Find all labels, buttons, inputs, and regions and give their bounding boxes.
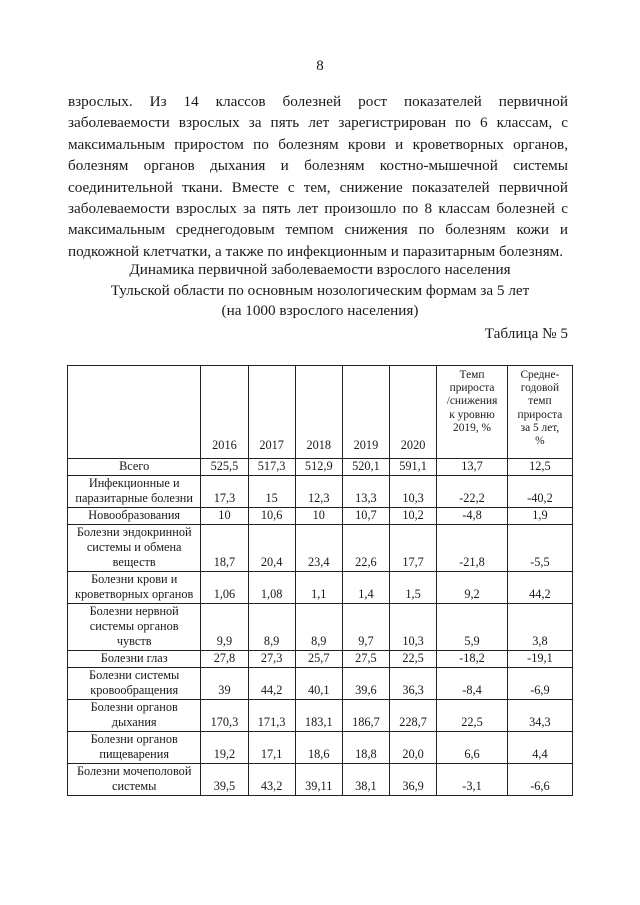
table-row xyxy=(68,525,573,572)
year-value-cell: 8,9 xyxy=(248,604,295,651)
year-value-cell: 171,3 xyxy=(248,700,295,732)
category-line: системы органов xyxy=(89,619,179,633)
year-value-cell: 20,4 xyxy=(248,525,295,572)
year-value-cell: 39,11 xyxy=(295,764,342,796)
table-row xyxy=(68,604,573,651)
category-line: Болезни системы xyxy=(89,668,180,682)
category-line: Новообразования xyxy=(88,508,181,522)
row-category xyxy=(68,459,201,476)
category-line: Болезни органов xyxy=(90,700,178,714)
average-rate-cell: 12,5 xyxy=(507,459,572,476)
category-line: чувств xyxy=(116,634,152,648)
year-value-cell: 1,5 xyxy=(390,572,437,604)
category-line: Болезни эндокринной xyxy=(76,525,192,539)
year-value-cell: 10,6 xyxy=(248,508,295,525)
year-value-cell: 25,7 xyxy=(295,651,342,668)
header-line: прироста xyxy=(449,382,495,395)
year-value-cell: 170,3 xyxy=(201,700,248,732)
paragraph-line: максимальным приростом по болезням крови и кроветворных органов, xyxy=(68,135,568,153)
growth-rate-cell: 5,9 xyxy=(437,604,508,651)
year-value-cell: 8,9 xyxy=(295,604,342,651)
year-value-cell: 39,6 xyxy=(342,668,389,700)
year-value-cell: 10 xyxy=(295,508,342,525)
header-growth-rate xyxy=(437,366,508,459)
year-value-cell: 1,1 xyxy=(295,572,342,604)
year-value-cell: 40,1 xyxy=(295,668,342,700)
row-category xyxy=(68,668,201,700)
year-value-cell: 36,3 xyxy=(390,668,437,700)
year-value-cell: 18,8 xyxy=(342,732,389,764)
header-line: темп xyxy=(528,395,552,408)
header-year: 2017 xyxy=(248,366,295,459)
category-line: Инфекционные и xyxy=(88,476,180,490)
paragraph-line: заболеваемости взрослых за пять лет зарегистрирован по 6 классам, с xyxy=(68,114,568,132)
average-rate-cell: 34,3 xyxy=(507,700,572,732)
header-line: прироста xyxy=(517,408,563,421)
year-value-cell: 27,8 xyxy=(201,651,248,668)
row-category xyxy=(68,604,201,651)
growth-rate-cell: -21,8 xyxy=(437,525,508,572)
title-line: (на 1000 взрослого населения) xyxy=(221,302,419,319)
year-value-cell: 44,2 xyxy=(248,668,295,700)
average-rate-cell: -6,9 xyxy=(507,668,572,700)
row-category xyxy=(68,700,201,732)
row-category xyxy=(68,764,201,796)
category-line: кровообращения xyxy=(90,683,179,697)
average-rate-cell: -6,6 xyxy=(507,764,572,796)
growth-rate-cell: -8,4 xyxy=(437,668,508,700)
category-line: системы и обмена xyxy=(86,540,182,554)
growth-rate-cell: -3,1 xyxy=(437,764,508,796)
year-value-cell: 1,4 xyxy=(342,572,389,604)
paragraph-line: болезням органов дыхания и болезням костно-мышечной системы xyxy=(68,157,568,175)
average-rate-cell: -40,2 xyxy=(507,476,572,508)
year-value-cell: 36,9 xyxy=(390,764,437,796)
header-line: 2019, % xyxy=(453,421,491,434)
year-value-cell: 12,3 xyxy=(295,476,342,508)
year-value-cell: 17,1 xyxy=(248,732,295,764)
category-line: паразитарные болезни xyxy=(75,491,193,505)
year-value-cell: 18,7 xyxy=(201,525,248,572)
table-title xyxy=(0,260,640,322)
year-value-cell: 17,7 xyxy=(390,525,437,572)
table-row xyxy=(68,764,573,796)
header-line: годовой xyxy=(520,382,560,395)
category-line: веществ xyxy=(112,555,156,569)
year-value-cell: 15 xyxy=(248,476,295,508)
header-average-rate xyxy=(507,366,572,459)
page-number: 8 xyxy=(316,58,324,74)
growth-rate-cell: 6,6 xyxy=(437,732,508,764)
header-line: Средне- xyxy=(520,369,560,381)
table-row xyxy=(68,651,573,668)
row-category xyxy=(68,572,201,604)
table-row xyxy=(68,668,573,700)
title-line: Тульской области по основным нозологическим формам за 5 лет xyxy=(110,281,530,299)
category-line: пищеварения xyxy=(99,747,169,761)
year-value-cell: 525,5 xyxy=(201,459,248,476)
table-body xyxy=(68,459,573,796)
table-row xyxy=(68,700,573,732)
header-line: % xyxy=(535,435,545,448)
year-value-cell: 1,08 xyxy=(248,572,295,604)
year-value-cell: 19,2 xyxy=(201,732,248,764)
year-value-cell: 9,7 xyxy=(342,604,389,651)
growth-rate-cell: 13,7 xyxy=(437,459,508,476)
row-category xyxy=(68,525,201,572)
year-value-cell: 186,7 xyxy=(342,700,389,732)
year-value-cell: 517,3 xyxy=(248,459,295,476)
morbidity-table xyxy=(67,365,573,796)
year-value-cell: 10 xyxy=(201,508,248,525)
category-line: Болезни нервной xyxy=(89,604,179,618)
year-value-cell: 17,3 xyxy=(201,476,248,508)
year-value-cell: 10,3 xyxy=(390,476,437,508)
paragraph-line: взрослых. Из 14 классов болезней рост показателей первичной xyxy=(68,93,568,110)
header-year: 2016 xyxy=(201,366,248,459)
year-value-cell: 10,2 xyxy=(390,508,437,525)
header-year: 2019 xyxy=(342,366,389,459)
table-row xyxy=(68,732,573,764)
year-value-cell: 13,3 xyxy=(342,476,389,508)
year-value-cell: 27,3 xyxy=(248,651,295,668)
category-line: Болезни глаз xyxy=(100,651,168,665)
row-category xyxy=(68,508,201,525)
year-value-cell: 591,1 xyxy=(390,459,437,476)
growth-rate-cell: -18,2 xyxy=(437,651,508,668)
growth-rate-cell: -22,2 xyxy=(437,476,508,508)
year-value-cell: 27,5 xyxy=(342,651,389,668)
growth-rate-cell: -4,8 xyxy=(437,508,508,525)
header-line: Темп xyxy=(459,369,485,381)
year-value-cell: 39,5 xyxy=(201,764,248,796)
paragraph-line: подкожной клетчатки, а также по инфекционным и паразитарным болезням. xyxy=(68,242,564,260)
average-rate-cell: 4,4 xyxy=(507,732,572,764)
category-line: дыхания xyxy=(111,715,157,729)
table-row xyxy=(68,508,573,525)
average-rate-cell: 3,8 xyxy=(507,604,572,651)
header-line: за 5 лет, xyxy=(520,421,560,434)
category-line: Болезни органов xyxy=(90,732,178,746)
year-value-cell: 20,0 xyxy=(390,732,437,764)
average-rate-cell: 44,2 xyxy=(507,572,572,604)
year-value-cell: 228,7 xyxy=(390,700,437,732)
year-value-cell: 22,5 xyxy=(390,651,437,668)
category-line: Болезни крови и xyxy=(91,572,178,586)
year-value-cell: 512,9 xyxy=(295,459,342,476)
year-value-cell: 22,6 xyxy=(342,525,389,572)
year-value-cell: 10,3 xyxy=(390,604,437,651)
year-value-cell: 39 xyxy=(201,668,248,700)
header-line: /снижения xyxy=(446,395,498,408)
year-value-cell: 23,4 xyxy=(295,525,342,572)
table-number-label: Таблица № 5 xyxy=(484,325,568,342)
row-category xyxy=(68,651,201,668)
paragraph-line: соединительной ткани. Вместе с тем, снижение показателей первичной xyxy=(68,178,568,196)
year-value-cell: 520,1 xyxy=(342,459,389,476)
title-line: Динамика первичной заболеваемости взрослого населения xyxy=(129,261,511,278)
table-row xyxy=(68,476,573,508)
growth-rate-cell: 22,5 xyxy=(437,700,508,732)
paragraph-line: заболеваемости взрослых за пять лет произошло по 8 классам болезней с xyxy=(68,200,568,218)
year-value-cell: 183,1 xyxy=(295,700,342,732)
header-category xyxy=(68,366,201,459)
average-rate-cell: 1,9 xyxy=(507,508,572,525)
category-line: Болезни мочеполовой xyxy=(76,764,192,778)
category-line: системы xyxy=(112,779,157,793)
header-year: 2018 xyxy=(295,366,342,459)
category-line: кроветворных органов xyxy=(75,587,194,601)
body-paragraph xyxy=(68,91,568,262)
header-year: 2020 xyxy=(390,366,437,459)
paragraph-line: максимальным среднегодовым темпом снижения по болезням кожи и xyxy=(68,221,568,239)
row-category xyxy=(68,476,201,508)
table-row xyxy=(68,459,573,476)
category-line: Всего xyxy=(119,459,150,473)
average-rate-cell: -19,1 xyxy=(507,651,572,668)
year-value-cell: 1,06 xyxy=(201,572,248,604)
header-line: к уровню xyxy=(449,408,495,421)
year-value-cell: 10,7 xyxy=(342,508,389,525)
average-rate-cell: -5,5 xyxy=(507,525,572,572)
table-row xyxy=(68,572,573,604)
growth-rate-cell: 9,2 xyxy=(437,572,508,604)
year-value-cell: 9,9 xyxy=(201,604,248,651)
row-category xyxy=(68,732,201,764)
table-header-row xyxy=(68,366,573,459)
year-value-cell: 18,6 xyxy=(295,732,342,764)
year-value-cell: 38,1 xyxy=(342,764,389,796)
year-value-cell: 43,2 xyxy=(248,764,295,796)
